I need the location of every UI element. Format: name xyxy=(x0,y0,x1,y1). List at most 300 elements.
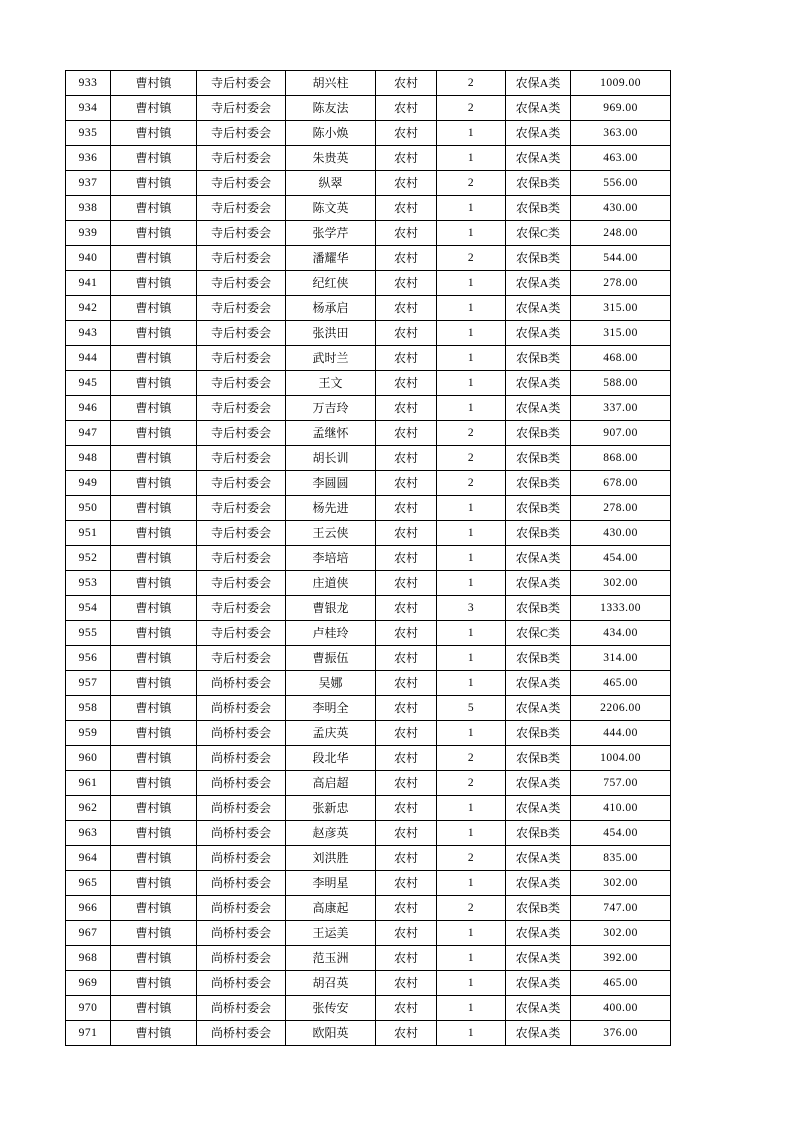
table-cell-insurance_type: 农保B类 xyxy=(506,721,571,746)
table-cell-insurance_type: 农保B类 xyxy=(506,596,571,621)
table-cell-town: 曹村镇 xyxy=(111,496,197,521)
table-cell-count: 2 xyxy=(437,96,506,121)
table-cell-insurance_type: 农保A类 xyxy=(506,796,571,821)
table-cell-amount: 969.00 xyxy=(571,96,671,121)
table-cell-amount: 315.00 xyxy=(571,321,671,346)
table-cell-category: 农村 xyxy=(376,896,437,921)
table-cell-seq: 938 xyxy=(66,196,111,221)
table-cell-town: 曹村镇 xyxy=(111,896,197,921)
table-cell-town: 曹村镇 xyxy=(111,471,197,496)
table-cell-seq: 936 xyxy=(66,146,111,171)
table-cell-town: 曹村镇 xyxy=(111,746,197,771)
table-cell-seq: 933 xyxy=(66,71,111,96)
table-cell-town: 曹村镇 xyxy=(111,1021,197,1046)
table-cell-insurance_type: 农保A类 xyxy=(506,571,571,596)
table-cell-seq: 954 xyxy=(66,596,111,621)
table-row xyxy=(66,1021,671,1046)
table-cell-town: 曹村镇 xyxy=(111,846,197,871)
table-cell-category: 农村 xyxy=(376,471,437,496)
table-cell-name: 卢桂玲 xyxy=(286,621,376,646)
table-cell-name: 纵翠 xyxy=(286,171,376,196)
table-cell-town: 曹村镇 xyxy=(111,821,197,846)
table-cell-village: 寺后村委会 xyxy=(197,371,286,396)
table-cell-seq: 939 xyxy=(66,221,111,246)
table-cell-name: 李明星 xyxy=(286,871,376,896)
table-row xyxy=(66,546,671,571)
table-cell-town: 曹村镇 xyxy=(111,71,197,96)
table-cell-insurance_type: 农保A类 xyxy=(506,71,571,96)
table-cell-amount: 315.00 xyxy=(571,296,671,321)
table-cell-amount: 2206.00 xyxy=(571,696,671,721)
table-cell-name: 吴娜 xyxy=(286,671,376,696)
table-cell-town: 曹村镇 xyxy=(111,546,197,571)
table-cell-count: 2 xyxy=(437,246,506,271)
table-cell-category: 农村 xyxy=(376,546,437,571)
table-row xyxy=(66,796,671,821)
table-cell-category: 农村 xyxy=(376,396,437,421)
table-row xyxy=(66,846,671,871)
table-cell-amount: 463.00 xyxy=(571,146,671,171)
table-cell-category: 农村 xyxy=(376,296,437,321)
table-row xyxy=(66,746,671,771)
table-cell-village: 尚桥村委会 xyxy=(197,746,286,771)
table-row xyxy=(66,871,671,896)
table-cell-count: 2 xyxy=(437,71,506,96)
table-cell-name: 潘耀华 xyxy=(286,246,376,271)
table-cell-village: 尚桥村委会 xyxy=(197,671,286,696)
table-cell-category: 农村 xyxy=(376,196,437,221)
table-cell-category: 农村 xyxy=(376,446,437,471)
table-cell-amount: 410.00 xyxy=(571,796,671,821)
table-row xyxy=(66,446,671,471)
table-row xyxy=(66,671,671,696)
table-cell-village: 尚桥村委会 xyxy=(197,696,286,721)
table-cell-village: 寺后村委会 xyxy=(197,71,286,96)
table-cell-name: 杨承启 xyxy=(286,296,376,321)
table-row xyxy=(66,646,671,671)
table-cell-amount: 588.00 xyxy=(571,371,671,396)
table-cell-name: 杨先进 xyxy=(286,496,376,521)
table-cell-category: 农村 xyxy=(376,421,437,446)
table-cell-category: 农村 xyxy=(376,271,437,296)
table-cell-count: 2 xyxy=(437,421,506,446)
table-cell-count: 1 xyxy=(437,346,506,371)
table-cell-category: 农村 xyxy=(376,71,437,96)
table-cell-count: 5 xyxy=(437,696,506,721)
table-cell-insurance_type: 农保B类 xyxy=(506,346,571,371)
table-cell-seq: 953 xyxy=(66,571,111,596)
table-row xyxy=(66,96,671,121)
table-cell-village: 寺后村委会 xyxy=(197,621,286,646)
table-cell-count: 1 xyxy=(437,396,506,421)
table-cell-amount: 430.00 xyxy=(571,521,671,546)
table-cell-village: 寺后村委会 xyxy=(197,196,286,221)
table-row xyxy=(66,521,671,546)
table-cell-insurance_type: 农保B类 xyxy=(506,446,571,471)
table-cell-count: 1 xyxy=(437,946,506,971)
table-cell-village: 寺后村委会 xyxy=(197,596,286,621)
table-cell-name: 武时兰 xyxy=(286,346,376,371)
table-cell-name: 刘洪胜 xyxy=(286,846,376,871)
table-row xyxy=(66,821,671,846)
table-cell-count: 1 xyxy=(437,296,506,321)
table-cell-count: 1 xyxy=(437,121,506,146)
table-cell-village: 尚桥村委会 xyxy=(197,971,286,996)
table-row xyxy=(66,921,671,946)
table-cell-name: 陈文英 xyxy=(286,196,376,221)
table-cell-name: 赵彦英 xyxy=(286,821,376,846)
table-cell-count: 1 xyxy=(437,521,506,546)
table-cell-count: 1 xyxy=(437,571,506,596)
table-cell-count: 3 xyxy=(437,596,506,621)
table-cell-village: 尚桥村委会 xyxy=(197,821,286,846)
table-cell-seq: 970 xyxy=(66,996,111,1021)
table-row xyxy=(66,196,671,221)
table-cell-category: 农村 xyxy=(376,696,437,721)
table-cell-count: 1 xyxy=(437,971,506,996)
table-cell-seq: 968 xyxy=(66,946,111,971)
table-cell-town: 曹村镇 xyxy=(111,771,197,796)
table-cell-category: 农村 xyxy=(376,921,437,946)
table-cell-name: 张传安 xyxy=(286,996,376,1021)
table-cell-town: 曹村镇 xyxy=(111,571,197,596)
table-cell-name: 胡长训 xyxy=(286,446,376,471)
table-cell-category: 农村 xyxy=(376,596,437,621)
table-cell-town: 曹村镇 xyxy=(111,921,197,946)
table-cell-town: 曹村镇 xyxy=(111,996,197,1021)
table-cell-insurance_type: 农保B类 xyxy=(506,171,571,196)
table-cell-amount: 835.00 xyxy=(571,846,671,871)
table-cell-seq: 969 xyxy=(66,971,111,996)
table-cell-count: 2 xyxy=(437,446,506,471)
table-cell-insurance_type: 农保A类 xyxy=(506,271,571,296)
table-cell-town: 曹村镇 xyxy=(111,946,197,971)
table-cell-insurance_type: 农保B类 xyxy=(506,646,571,671)
table-cell-amount: 1333.00 xyxy=(571,596,671,621)
table-cell-name: 欧阳英 xyxy=(286,1021,376,1046)
table-cell-town: 曹村镇 xyxy=(111,721,197,746)
table-cell-name: 庄道侠 xyxy=(286,571,376,596)
table-cell-count: 1 xyxy=(437,146,506,171)
table-row xyxy=(66,896,671,921)
table-cell-category: 农村 xyxy=(376,946,437,971)
table-cell-name: 李明全 xyxy=(286,696,376,721)
table-cell-village: 尚桥村委会 xyxy=(197,996,286,1021)
table-cell-town: 曹村镇 xyxy=(111,221,197,246)
table-cell-amount: 454.00 xyxy=(571,821,671,846)
table-cell-insurance_type: 农保A类 xyxy=(506,671,571,696)
table-cell-village: 尚桥村委会 xyxy=(197,796,286,821)
table-cell-insurance_type: 农保A类 xyxy=(506,996,571,1021)
table-cell-village: 寺后村委会 xyxy=(197,96,286,121)
table-cell-town: 曹村镇 xyxy=(111,146,197,171)
table-cell-amount: 400.00 xyxy=(571,996,671,1021)
table-cell-town: 曹村镇 xyxy=(111,696,197,721)
table-row xyxy=(66,71,671,96)
table-cell-amount: 465.00 xyxy=(571,671,671,696)
table-cell-insurance_type: 农保A类 xyxy=(506,921,571,946)
table-cell-count: 1 xyxy=(437,996,506,1021)
table-cell-insurance_type: 农保B类 xyxy=(506,471,571,496)
table-cell-count: 1 xyxy=(437,871,506,896)
table-cell-insurance_type: 农保A类 xyxy=(506,946,571,971)
table-cell-category: 农村 xyxy=(376,521,437,546)
table-cell-name: 孟继怀 xyxy=(286,421,376,446)
table-cell-amount: 337.00 xyxy=(571,396,671,421)
table-cell-category: 农村 xyxy=(376,371,437,396)
table-cell-seq: 967 xyxy=(66,921,111,946)
table-cell-seq: 963 xyxy=(66,821,111,846)
table-cell-category: 农村 xyxy=(376,796,437,821)
table-cell-insurance_type: 农保B类 xyxy=(506,521,571,546)
table-cell-village: 寺后村委会 xyxy=(197,496,286,521)
table-cell-insurance_type: 农保A类 xyxy=(506,321,571,346)
table-cell-insurance_type: 农保B类 xyxy=(506,896,571,921)
table-cell-amount: 430.00 xyxy=(571,196,671,221)
table-row xyxy=(66,771,671,796)
table-cell-amount: 434.00 xyxy=(571,621,671,646)
table-cell-village: 寺后村委会 xyxy=(197,171,286,196)
table-cell-amount: 544.00 xyxy=(571,246,671,271)
table-cell-town: 曹村镇 xyxy=(111,246,197,271)
table-cell-village: 寺后村委会 xyxy=(197,421,286,446)
table-cell-name: 张新忠 xyxy=(286,796,376,821)
table-cell-insurance_type: 农保C类 xyxy=(506,621,571,646)
table-cell-category: 农村 xyxy=(376,1021,437,1046)
table-cell-amount: 302.00 xyxy=(571,921,671,946)
table-cell-category: 农村 xyxy=(376,346,437,371)
table-cell-insurance_type: 农保B类 xyxy=(506,496,571,521)
table-cell-seq: 948 xyxy=(66,446,111,471)
table-cell-seq: 951 xyxy=(66,521,111,546)
table-cell-category: 农村 xyxy=(376,671,437,696)
table-cell-town: 曹村镇 xyxy=(111,96,197,121)
table-row xyxy=(66,971,671,996)
table-cell-seq: 949 xyxy=(66,471,111,496)
table-cell-count: 1 xyxy=(437,371,506,396)
table-cell-category: 农村 xyxy=(376,171,437,196)
table-row xyxy=(66,396,671,421)
table-cell-amount: 454.00 xyxy=(571,546,671,571)
table-cell-seq: 960 xyxy=(66,746,111,771)
table-cell-category: 农村 xyxy=(376,496,437,521)
table-cell-count: 1 xyxy=(437,721,506,746)
table-cell-village: 尚桥村委会 xyxy=(197,896,286,921)
table-cell-village: 寺后村委会 xyxy=(197,321,286,346)
table-row xyxy=(66,321,671,346)
table-cell-seq: 942 xyxy=(66,296,111,321)
table-cell-count: 1 xyxy=(437,671,506,696)
table-cell-category: 农村 xyxy=(376,646,437,671)
table-cell-count: 2 xyxy=(437,171,506,196)
table-cell-town: 曹村镇 xyxy=(111,871,197,896)
table-cell-amount: 757.00 xyxy=(571,771,671,796)
table-cell-insurance_type: 农保A类 xyxy=(506,96,571,121)
table-cell-count: 2 xyxy=(437,746,506,771)
table-cell-village: 尚桥村委会 xyxy=(197,721,286,746)
table-row xyxy=(66,496,671,521)
table-cell-amount: 1009.00 xyxy=(571,71,671,96)
table-cell-count: 1 xyxy=(437,1021,506,1046)
table-cell-count: 1 xyxy=(437,221,506,246)
table-cell-amount: 747.00 xyxy=(571,896,671,921)
table-cell-amount: 278.00 xyxy=(571,271,671,296)
table-cell-amount: 465.00 xyxy=(571,971,671,996)
table-cell-category: 农村 xyxy=(376,246,437,271)
table-cell-amount: 556.00 xyxy=(571,171,671,196)
table-cell-name: 高康起 xyxy=(286,896,376,921)
table-cell-village: 寺后村委会 xyxy=(197,646,286,671)
table-cell-count: 1 xyxy=(437,196,506,221)
table-cell-town: 曹村镇 xyxy=(111,521,197,546)
table-cell-category: 农村 xyxy=(376,146,437,171)
table-cell-amount: 314.00 xyxy=(571,646,671,671)
table-cell-village: 尚桥村委会 xyxy=(197,871,286,896)
table-cell-seq: 959 xyxy=(66,721,111,746)
table-row xyxy=(66,421,671,446)
table-cell-amount: 868.00 xyxy=(571,446,671,471)
table-cell-insurance_type: 农保C类 xyxy=(506,221,571,246)
table-cell-name: 曹银龙 xyxy=(286,596,376,621)
table-cell-amount: 392.00 xyxy=(571,946,671,971)
table-cell-amount: 278.00 xyxy=(571,496,671,521)
table-cell-village: 尚桥村委会 xyxy=(197,771,286,796)
table-cell-seq: 962 xyxy=(66,796,111,821)
table-cell-town: 曹村镇 xyxy=(111,796,197,821)
table-cell-category: 农村 xyxy=(376,996,437,1021)
table-cell-name: 张学芹 xyxy=(286,221,376,246)
table-cell-seq: 947 xyxy=(66,421,111,446)
table-cell-count: 1 xyxy=(437,321,506,346)
table-cell-seq: 964 xyxy=(66,846,111,871)
table-cell-village: 寺后村委会 xyxy=(197,546,286,571)
table-row xyxy=(66,621,671,646)
table-cell-name: 朱贵英 xyxy=(286,146,376,171)
table-cell-amount: 363.00 xyxy=(571,121,671,146)
table-cell-seq: 945 xyxy=(66,371,111,396)
table-cell-amount: 302.00 xyxy=(571,571,671,596)
table-cell-insurance_type: 农保A类 xyxy=(506,121,571,146)
table-row xyxy=(66,571,671,596)
table-cell-insurance_type: 农保A类 xyxy=(506,771,571,796)
table-cell-name: 李圆圆 xyxy=(286,471,376,496)
table-cell-seq: 957 xyxy=(66,671,111,696)
table-cell-seq: 955 xyxy=(66,621,111,646)
table-cell-seq: 966 xyxy=(66,896,111,921)
table-cell-town: 曹村镇 xyxy=(111,596,197,621)
table-cell-seq: 952 xyxy=(66,546,111,571)
table-cell-town: 曹村镇 xyxy=(111,296,197,321)
table-cell-insurance_type: 农保B类 xyxy=(506,196,571,221)
table-cell-amount: 444.00 xyxy=(571,721,671,746)
table-cell-village: 寺后村委会 xyxy=(197,296,286,321)
table-cell-seq: 956 xyxy=(66,646,111,671)
table-cell-seq: 935 xyxy=(66,121,111,146)
table-row xyxy=(66,371,671,396)
table-row xyxy=(66,471,671,496)
table-cell-category: 农村 xyxy=(376,321,437,346)
table-cell-insurance_type: 农保B类 xyxy=(506,821,571,846)
table-cell-count: 2 xyxy=(437,471,506,496)
table-cell-town: 曹村镇 xyxy=(111,396,197,421)
table-cell-town: 曹村镇 xyxy=(111,446,197,471)
table-cell-count: 2 xyxy=(437,896,506,921)
table-cell-village: 寺后村委会 xyxy=(197,396,286,421)
table-cell-seq: 950 xyxy=(66,496,111,521)
table-row xyxy=(66,271,671,296)
table-cell-town: 曹村镇 xyxy=(111,646,197,671)
table-row xyxy=(66,696,671,721)
table-cell-amount: 376.00 xyxy=(571,1021,671,1046)
table-cell-name: 高启超 xyxy=(286,771,376,796)
table-cell-village: 尚桥村委会 xyxy=(197,1021,286,1046)
table-cell-count: 2 xyxy=(437,771,506,796)
table-cell-name: 纪红侠 xyxy=(286,271,376,296)
table-cell-insurance_type: 农保A类 xyxy=(506,296,571,321)
table-cell-name: 万吉玲 xyxy=(286,396,376,421)
table-cell-village: 寺后村委会 xyxy=(197,571,286,596)
table-row xyxy=(66,946,671,971)
table-cell-seq: 946 xyxy=(66,396,111,421)
table-cell-insurance_type: 农保A类 xyxy=(506,1021,571,1046)
table-cell-amount: 907.00 xyxy=(571,421,671,446)
table-cell-town: 曹村镇 xyxy=(111,671,197,696)
table-cell-name: 王文 xyxy=(286,371,376,396)
table-cell-village: 寺后村委会 xyxy=(197,221,286,246)
table-cell-town: 曹村镇 xyxy=(111,121,197,146)
table-cell-insurance_type: 农保A类 xyxy=(506,871,571,896)
table-cell-insurance_type: 农保A类 xyxy=(506,846,571,871)
table-cell-category: 农村 xyxy=(376,571,437,596)
table-cell-name: 胡召英 xyxy=(286,971,376,996)
table-cell-town: 曹村镇 xyxy=(111,346,197,371)
table-cell-insurance_type: 农保B类 xyxy=(506,246,571,271)
table-cell-insurance_type: 农保A类 xyxy=(506,371,571,396)
table-cell-insurance_type: 农保A类 xyxy=(506,146,571,171)
table-cell-village: 寺后村委会 xyxy=(197,271,286,296)
table-cell-seq: 971 xyxy=(66,1021,111,1046)
table-cell-amount: 248.00 xyxy=(571,221,671,246)
table-cell-town: 曹村镇 xyxy=(111,371,197,396)
benefits-table xyxy=(65,70,671,1046)
table-cell-count: 1 xyxy=(437,921,506,946)
table-cell-town: 曹村镇 xyxy=(111,321,197,346)
table-cell-village: 尚桥村委会 xyxy=(197,921,286,946)
table-cell-seq: 941 xyxy=(66,271,111,296)
table-cell-insurance_type: 农保A类 xyxy=(506,696,571,721)
table-cell-insurance_type: 农保B类 xyxy=(506,421,571,446)
table-cell-insurance_type: 农保B类 xyxy=(506,746,571,771)
table-row xyxy=(66,996,671,1021)
table-cell-seq: 961 xyxy=(66,771,111,796)
table-row xyxy=(66,246,671,271)
table-cell-name: 陈小焕 xyxy=(286,121,376,146)
table-cell-village: 寺后村委会 xyxy=(197,146,286,171)
table-cell-count: 1 xyxy=(437,821,506,846)
table-cell-count: 1 xyxy=(437,796,506,821)
table-cell-amount: 678.00 xyxy=(571,471,671,496)
table-cell-name: 曹振伍 xyxy=(286,646,376,671)
table-row xyxy=(66,346,671,371)
table-cell-amount: 1004.00 xyxy=(571,746,671,771)
table-row xyxy=(66,221,671,246)
table-cell-count: 2 xyxy=(437,846,506,871)
table-cell-name: 张洪田 xyxy=(286,321,376,346)
table-cell-name: 王云侠 xyxy=(286,521,376,546)
table-cell-seq: 958 xyxy=(66,696,111,721)
table-cell-name: 李培培 xyxy=(286,546,376,571)
table-cell-category: 农村 xyxy=(376,221,437,246)
